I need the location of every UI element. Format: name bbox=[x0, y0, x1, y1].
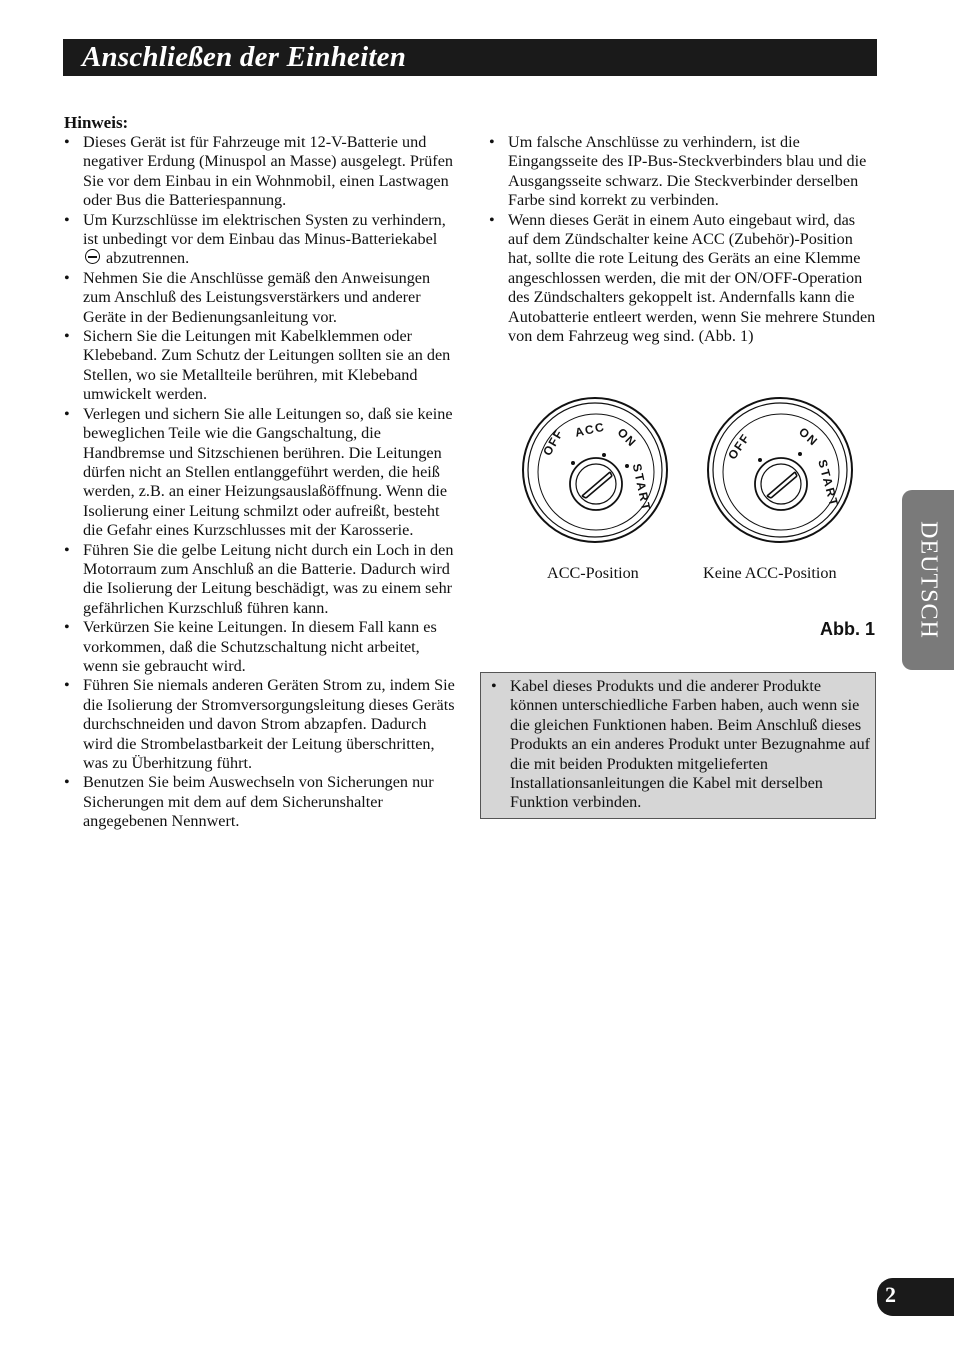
language-tab-label: DEUTSCH bbox=[915, 521, 942, 639]
acc-switch-label-acc: ACC bbox=[573, 419, 607, 440]
no-acc-switch-label-off: OFF bbox=[725, 430, 753, 463]
list-item: • Dieses Gerät ist für Fahrzeuge mit 12-V-Batterie und negativer Erdung (Minuspol an Masse) ausgelegt. Prüfen Sie vor dem Einbau in ein Wohnmobil, einen Lastwagen oder Bus die Batteriespannung. bbox=[64, 133, 453, 210]
page-title: Anschließen der Einheiten bbox=[82, 41, 407, 73]
minus-terminal-icon bbox=[85, 249, 100, 264]
no-acc-switch-label-start: START bbox=[815, 458, 842, 510]
acc-switch-label-start: START bbox=[629, 462, 654, 514]
page-number: 2 bbox=[885, 1282, 896, 1307]
ignition-switch-acc bbox=[523, 398, 667, 542]
right-column bbox=[488, 133, 878, 346]
caption-no-acc-position: Keine ACC-Position bbox=[703, 564, 837, 582]
ignition-switch-no-acc bbox=[708, 398, 852, 542]
notice-box bbox=[480, 672, 876, 819]
notice-list bbox=[490, 677, 872, 813]
list-item: • Um falsche Anschlüsse zu verhindern, ist die Eingangsseite des IP-Bus-Steckverbinders blau und die Ausgangsseite schwarz. Die Steckverbinder derselben Farbe sind korrekt zu verbinden. bbox=[489, 133, 867, 210]
note-list bbox=[63, 133, 455, 832]
left-column bbox=[63, 113, 455, 832]
list-item: • Verlegen und sichern Sie alle Leitungen so, daß sie keine beweglichen Teile wie die Gangschaltung, die Handbremse und Sitzschienen berühren. Die Leitungen dürfen nicht an Stellen entlanggeführt werden, die heiß werden, z.B. an einer Heizungsauslaßöffnung. Wenn die Isolierung einer Leitung schmilzt oder aufreißt, besteht die Gefahr eines Kurzschlusses mit der Karosserie. bbox=[64, 404, 453, 540]
language-tab bbox=[902, 490, 954, 670]
figure-label: Abb. 1 bbox=[820, 619, 876, 639]
list-item: • Wenn dieses Gerät in einem Auto eingebaut wird, das auf dem Zündschalter keine ACC (Zubehör)-Position hat, sollte die rote Leitung des Geräts an eine Klemme angeschlossen werden, die mit der ON/OFF-Operation des Zündschalters gekoppelt ist. Andernfalls kann die Autobatterie entleert werden, wenn Sie mehrere Stunden von dem Fahrzeug weg sind. (Abb. 1) bbox=[489, 210, 876, 346]
list-item: • Führen Sie die gelbe Leitung nicht durch ein Loch in den Motorraum zum Anschluß an die Batterie. Dadurch wird die Isolierung der Leitung beschädigt, was zu einem sehr gefährlichen Kurzschluß führen kann. bbox=[64, 540, 454, 617]
page-number-badge bbox=[877, 1278, 954, 1316]
title-bar bbox=[63, 39, 877, 76]
acc-switch-label-off: OFF bbox=[540, 426, 567, 459]
note-heading: Hinweis: bbox=[64, 113, 129, 132]
list-item: • Benutzen Sie beim Auswechseln von Sicherungen nur Sicherungen mit dem auf dem Sicherunshalter angegebenen Nennwert. bbox=[64, 773, 434, 831]
list-item: • Nehmen Sie die Anschlüsse gemäß den Anweisungen zum Anschluß des Leistungsverstärkers und anderer Geräte in der Bedienungsanleitung vor. bbox=[64, 268, 431, 326]
list-item: • Sichern Sie die Leitungen mit Kabelklemmen oder Klebeband. Zum Schutz der Leitungen sollten sie an den Stellen, wo sie Metallteile berühren, mit Klebeband umwickelt werden. bbox=[64, 327, 451, 404]
caption-acc-position: ACC-Position bbox=[547, 564, 639, 582]
list-item: • Verkürzen Sie keine Leitungen. In diesem Fall kann es vorkommen, daß die Schutzschaltung nicht arbeitet, wenn sie gebraucht wird. bbox=[64, 618, 437, 675]
right-list bbox=[488, 133, 878, 346]
list-item: • Um Kurzschlüsse im elektrischen Systen zu verhindern, ist unbedingt vor dem Einbau das Minus-Batteriekabel abzutrennen. bbox=[64, 210, 446, 268]
acc-switch-label-on: ON bbox=[614, 425, 640, 451]
list-item: • Kabel dieses Produkts und die anderer Produkte können unterschiedliche Farben haben, auch wenn sie die gleichen Funktionen haben. Beim Anschluß dieses Produkts an ein anderes Produkt unter Bezugnahme auf die mit beiden Produkten mitgelieferten Installationsanleitungen die Kabel mit derselben Funktion verbinden. bbox=[491, 677, 871, 812]
no-acc-switch-label-on: ON bbox=[796, 424, 822, 450]
list-item: • Führen Sie niemals anderen Geräten Strom zu, indem Sie die Isolierung der Stromversorgungsleitung dieses Geräts durchschneiden und davon Strom abzapfen. Dadurch wird die Strombelastbarkeit der Leitung überschritten, was zu Überhitzung führt. bbox=[64, 676, 455, 772]
